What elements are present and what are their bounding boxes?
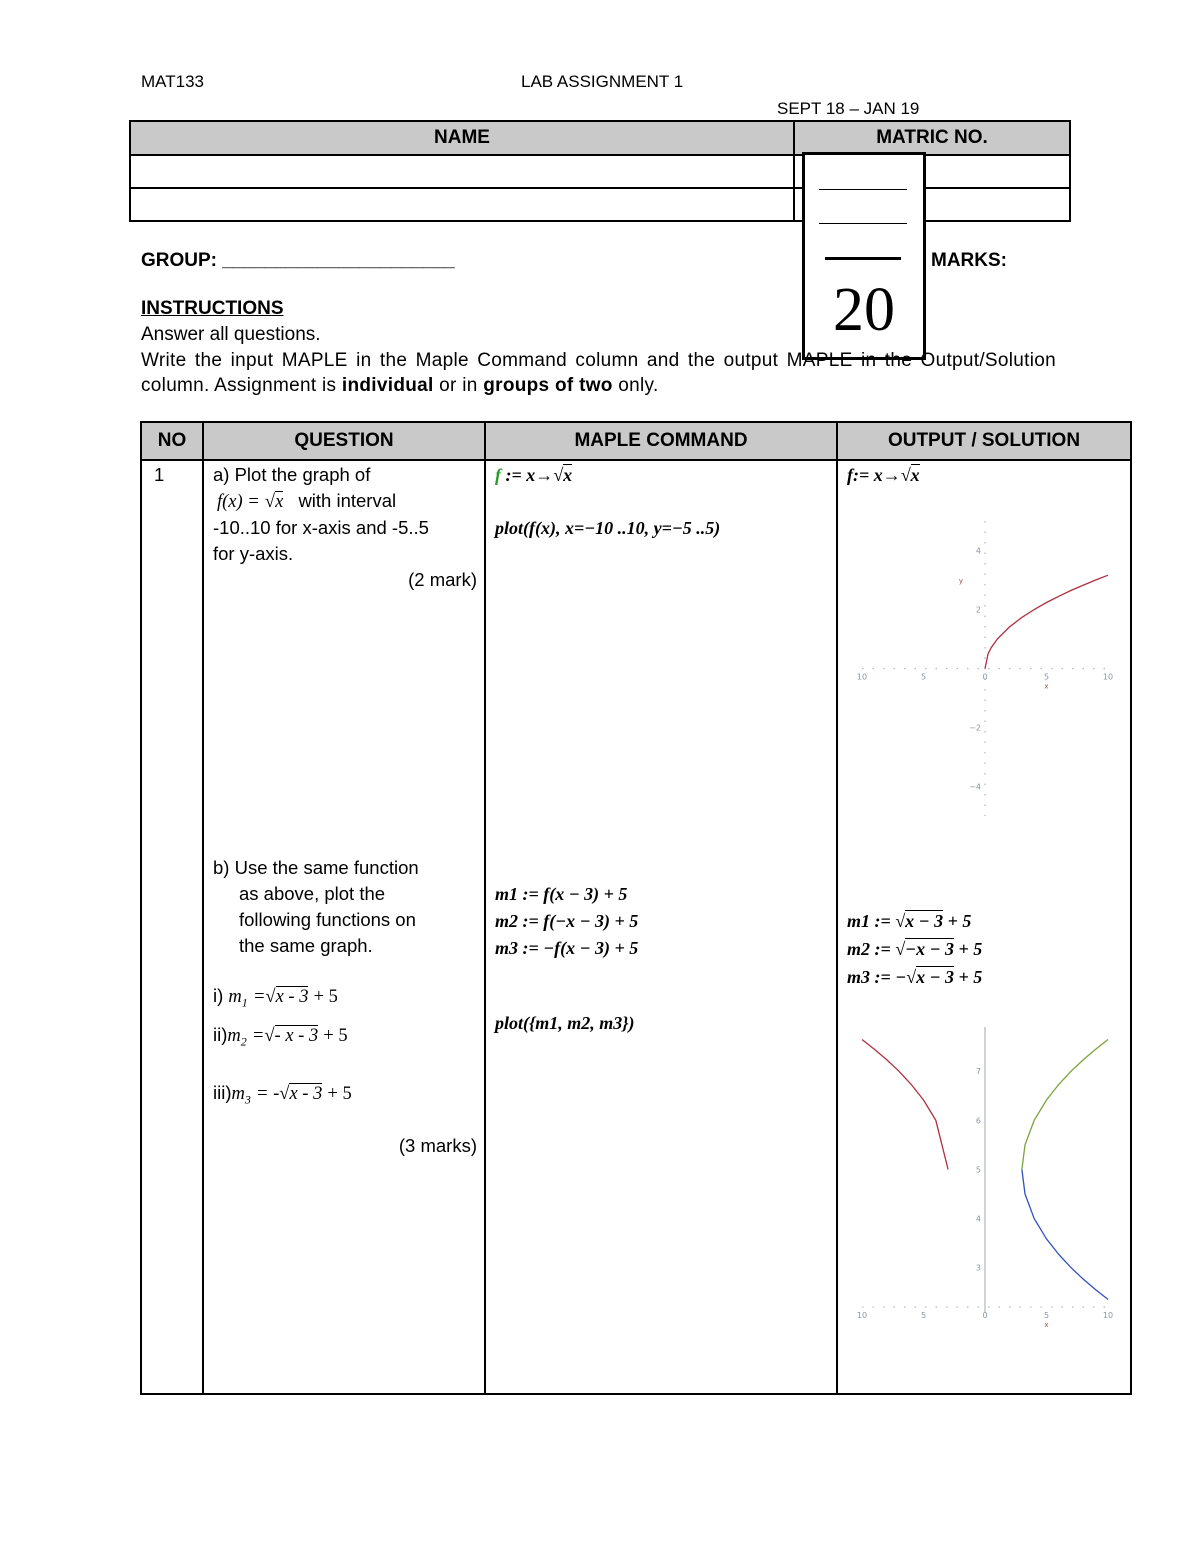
- instructions-emph-groups: groups of two: [483, 375, 613, 396]
- series-line-3: [1022, 1170, 1108, 1300]
- qa-line-2: [213, 488, 477, 515]
- qb-ii-sub: 2: [240, 1034, 247, 1049]
- output-b-m3-radicand: x − 3: [916, 967, 954, 987]
- qb-i-label: i): [213, 985, 224, 1006]
- name-field-2[interactable]: [130, 188, 794, 221]
- qa-line-2-tail: with interval: [298, 490, 397, 511]
- maple-b-m2: m2 := f(−x − 3) + 5: [495, 911, 639, 931]
- qb-marks: (3 marks): [398, 1135, 477, 1157]
- y-axis-label: y: [958, 577, 964, 585]
- qb-iii-lhs: m: [231, 1084, 245, 1105]
- x-tick-label: 10: [856, 1311, 868, 1320]
- output-b-m1-tail: + 5: [947, 911, 972, 931]
- qb-item-ii: $ii)m_2$ =√- x - 3 + 5: [213, 1023, 348, 1049]
- maple-b-m1: m1 := f(x − 3) + 5: [495, 884, 628, 904]
- qb-i-tail: + 5: [313, 987, 338, 1007]
- maple-b-m3: m3 := −f(x − 3) + 5: [495, 938, 639, 958]
- qa-line-4: for y-axis.: [213, 543, 294, 564]
- qa-sqrt: √x: [264, 492, 284, 512]
- header-no: NO: [141, 422, 203, 460]
- output-b-m1: m1 := √x − 3 + 5: [847, 911, 972, 931]
- maple-a-def-radicand: x: [563, 465, 573, 485]
- output-b-m2: m2 := √−x − 3 + 5: [847, 939, 983, 959]
- matric-column-header: MATRIC NO.: [794, 121, 1070, 155]
- qa-line-3: -10..10 for x-axis and -5..5: [213, 517, 429, 538]
- series-line-1: [862, 1040, 948, 1170]
- instructions-text-c: or in: [433, 375, 484, 396]
- output-b-m2-tail: + 5: [958, 939, 983, 959]
- y-tick-label: 3: [975, 1263, 981, 1273]
- output-a-def-text: f:= x→: [847, 465, 901, 485]
- series-line-1: [985, 575, 1108, 668]
- header-output-solution: OUTPUT / SOLUTION: [837, 422, 1131, 460]
- output-b-m2-lhs: m2 :=: [847, 939, 891, 959]
- name-column-header: NAME: [130, 121, 794, 155]
- chart-b: [852, 1027, 1122, 1327]
- y-tick-label: 6: [975, 1116, 981, 1126]
- document-title: LAB ASSIGNMENT 1: [521, 72, 684, 91]
- y-tick-label: 4: [975, 546, 981, 556]
- marks-total: 20: [833, 276, 895, 344]
- qa-func-lhs: f(x) =: [217, 492, 260, 512]
- qa-marks: (2 mark): [408, 569, 477, 590]
- marks-blank-line-2: [819, 223, 907, 224]
- group-row: [141, 250, 455, 272]
- qb-i-sub: 1: [241, 995, 248, 1010]
- x-tick-label: 10: [856, 672, 868, 682]
- y-tick-label: −4: [969, 782, 981, 792]
- question-cell: [203, 460, 485, 1394]
- output-b-m3-lhs: m3 := −: [847, 967, 907, 987]
- qb-line-4: the same graph.: [239, 935, 373, 956]
- qb-item-i: i) $m_1 =√x - 3 + 5$: [213, 985, 338, 1010]
- instructions-heading: INSTRUCTIONS: [141, 298, 284, 319]
- x-tick-label: 0: [982, 1311, 988, 1320]
- marks-blank-line-1: [819, 189, 907, 190]
- output-cell: [837, 460, 1131, 1394]
- qb-i-radicand: x - 3: [275, 987, 309, 1007]
- course-code: MAT133: [141, 72, 204, 91]
- maple-b-plot: plot({m1, m2, m3}): [495, 1013, 635, 1033]
- qb-ii-label: ii): [213, 1023, 228, 1045]
- output-a-def: f:= x→√x: [847, 465, 920, 485]
- header-question: QUESTION: [203, 422, 485, 460]
- maple-a-def: f := x→√x: [495, 465, 573, 485]
- maple-a-plot: plot(f(x), x=−10 ..10, y=−5 ..5): [495, 518, 721, 538]
- question-a: [213, 462, 477, 593]
- x-axis-label: x: [1044, 1321, 1049, 1327]
- qb-iii-sub: 3: [244, 1093, 251, 1108]
- x-tick-label: 0: [982, 672, 988, 682]
- output-b-defs: [847, 907, 982, 991]
- instructions-text-a: Write the input MAPLE in the Maple Command column and the output MAPLE in the Output/Solution column. Assignment is: [141, 350, 1056, 396]
- maple-b-defs: [495, 881, 638, 962]
- marks-label: MARKS:: [931, 250, 1007, 271]
- question-table: [140, 421, 1132, 1395]
- x-axis-label: x: [1044, 682, 1049, 691]
- maple-a-def-mid: := x→: [505, 465, 554, 485]
- qb-line-3: following functions on: [239, 909, 416, 930]
- maple-command-cell: [485, 460, 837, 1394]
- session-label: SEPT 18 – JAN 19: [777, 99, 920, 118]
- y-tick-label: 4: [975, 1214, 981, 1224]
- qb-item-iii: $iii)m_3 = -√x - 3 + 5$: [213, 1082, 352, 1108]
- instructions-emph-individual: individual: [341, 375, 434, 396]
- maple-a-def-lhs: f: [495, 465, 501, 485]
- output-b-m1-lhs: m1 :=: [847, 911, 891, 931]
- qb-ii-radicand: - x - 3: [274, 1025, 319, 1046]
- y-tick-label: 5: [975, 1165, 981, 1175]
- row-number-cell: [141, 460, 203, 1394]
- y-tick-label: 7: [975, 1067, 981, 1077]
- output-b-m1-radicand: x − 3: [905, 911, 944, 931]
- x-tick-label: 5: [920, 672, 927, 682]
- chart-a: [852, 521, 1122, 821]
- qb-line-1: b) Use the same function: [213, 857, 419, 878]
- name-field-1[interactable]: [130, 155, 794, 188]
- header-maple-command: MAPLE COMMAND: [485, 422, 837, 460]
- instructions-text-e: only.: [612, 375, 659, 396]
- instructions-line-1: Answer all questions.: [141, 324, 321, 345]
- marks-fraction-bar: [825, 257, 901, 260]
- marks-box: [802, 152, 926, 360]
- qa-sqrt-radicand: x: [275, 492, 284, 512]
- group-blank[interactable]: ______________________: [222, 250, 455, 271]
- output-b-m2-radicand: −x − 3: [905, 939, 954, 959]
- y-tick-label: 2: [975, 605, 981, 615]
- qb-ii-tail: + 5: [323, 1025, 348, 1046]
- qb-iii-label: iii): [213, 1082, 232, 1104]
- x-tick-label: 5: [1043, 672, 1050, 682]
- instructions-line-2: [141, 348, 1056, 398]
- group-label: GROUP:: [141, 250, 217, 271]
- x-tick-label: 10: [1102, 1311, 1114, 1320]
- output-b-m3-tail: + 5: [958, 967, 983, 987]
- y-tick-label: −2: [969, 723, 981, 733]
- qb-iii-tail: + 5: [327, 1084, 352, 1105]
- question-b: [213, 855, 477, 1159]
- x-tick-label: 5: [1043, 1311, 1050, 1320]
- series-line-2: [1022, 1040, 1108, 1170]
- output-b-m3: m3 := −√x − 3 + 5: [847, 967, 983, 987]
- x-tick-label: 10: [1102, 672, 1114, 682]
- qb-line-2: as above, plot the: [239, 883, 386, 904]
- student-table: [129, 120, 1071, 222]
- qb-ii-lhs: m: [227, 1025, 241, 1046]
- row-number: 1: [154, 464, 165, 485]
- qa-line-1: a) Plot the graph of: [213, 464, 371, 485]
- qb-iii-radicand: x - 3: [289, 1084, 323, 1105]
- x-tick-label: 5: [920, 1311, 927, 1320]
- output-a-def-radicand: x: [910, 465, 920, 485]
- qb-i-lhs: m: [228, 987, 242, 1007]
- qb-iii-mid: = -: [256, 1084, 280, 1105]
